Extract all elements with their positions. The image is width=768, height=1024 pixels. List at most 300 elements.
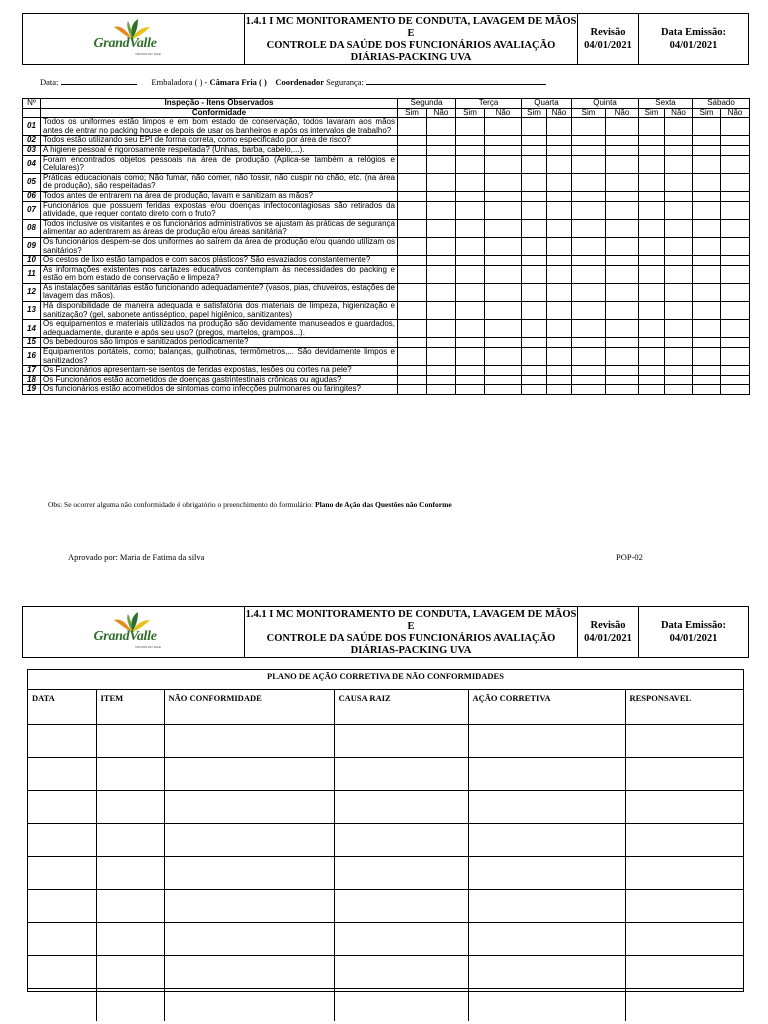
plan-cell[interactable] (468, 923, 625, 956)
nao-checkbox-cell[interactable] (427, 283, 456, 301)
nao-checkbox-cell[interactable] (485, 191, 522, 201)
sim-checkbox-cell[interactable] (693, 173, 721, 191)
sim-checkbox-cell[interactable] (398, 366, 427, 376)
sim-checkbox-cell[interactable] (398, 348, 427, 366)
sim-checkbox-cell[interactable] (456, 385, 485, 395)
sim-checkbox-cell[interactable] (639, 136, 665, 146)
sim-checkbox-cell[interactable] (456, 265, 485, 283)
sim-checkbox-cell[interactable] (572, 118, 606, 136)
sim-checkbox-cell[interactable] (572, 256, 606, 266)
sim-checkbox-cell[interactable] (522, 256, 547, 266)
sim-checkbox-cell[interactable] (572, 348, 606, 366)
sim-checkbox-cell[interactable] (572, 136, 606, 146)
plan-cell[interactable] (28, 758, 96, 791)
nao-checkbox-cell[interactable] (606, 283, 639, 301)
nao-checkbox-cell[interactable] (547, 283, 572, 301)
nao-checkbox-cell[interactable] (485, 265, 522, 283)
sim-checkbox-cell[interactable] (456, 320, 485, 338)
sim-checkbox-cell[interactable] (522, 385, 547, 395)
plan-cell[interactable] (468, 725, 625, 758)
sim-checkbox-cell[interactable] (693, 320, 721, 338)
sim-checkbox-cell[interactable] (522, 366, 547, 376)
plan-cell[interactable] (164, 989, 334, 1022)
plan-cell[interactable] (164, 956, 334, 989)
sim-checkbox-cell[interactable] (572, 366, 606, 376)
table-row (23, 302, 750, 320)
nao-checkbox-cell[interactable] (721, 118, 750, 136)
nao-checkbox-cell[interactable] (721, 348, 750, 366)
nao-checkbox-cell[interactable] (485, 201, 522, 219)
nao-checkbox-cell[interactable] (721, 237, 750, 255)
sim-checkbox-cell[interactable] (398, 283, 427, 301)
nao-checkbox-cell[interactable] (427, 118, 456, 136)
nao-checkbox-cell[interactable] (427, 366, 456, 376)
plan-cell[interactable] (334, 989, 468, 1022)
plan-cell[interactable] (96, 824, 164, 857)
info-line (40, 76, 546, 87)
nao-checkbox-cell[interactable] (606, 375, 639, 385)
row-number: 05 (23, 173, 41, 191)
nao-checkbox-cell[interactable] (665, 155, 693, 173)
plan-cell[interactable] (625, 791, 743, 824)
table-row (23, 145, 750, 155)
sim-checkbox-cell[interactable] (398, 320, 427, 338)
nao-checkbox-cell[interactable] (547, 256, 572, 266)
sim-checkbox-cell[interactable] (456, 375, 485, 385)
nao-checkbox-cell[interactable] (485, 348, 522, 366)
nao-checkbox-cell[interactable] (606, 366, 639, 376)
sim-checkbox-cell[interactable] (693, 338, 721, 348)
nao-checkbox-cell[interactable] (427, 256, 456, 266)
plan-cell[interactable] (625, 725, 743, 758)
nao-checkbox-cell[interactable] (606, 265, 639, 283)
sim-checkbox-cell[interactable] (693, 201, 721, 219)
sim-checkbox-cell[interactable] (572, 375, 606, 385)
sim-checkbox-cell[interactable] (456, 338, 485, 348)
sim-checkbox-cell[interactable] (522, 136, 547, 146)
nao-checkbox-cell[interactable] (665, 256, 693, 266)
sim-checkbox-cell[interactable] (693, 118, 721, 136)
nao-checkbox-cell[interactable] (606, 145, 639, 155)
nao-checkbox-cell[interactable] (665, 201, 693, 219)
sim-checkbox-cell[interactable] (456, 283, 485, 301)
nao-checkbox-cell[interactable] (485, 155, 522, 173)
sim-checkbox-cell[interactable] (639, 265, 665, 283)
sim-checkbox-cell[interactable] (572, 302, 606, 320)
nao-checkbox-cell[interactable] (665, 366, 693, 376)
nao-checkbox-cell[interactable] (665, 265, 693, 283)
plan-cell[interactable] (28, 857, 96, 890)
sim-checkbox-cell[interactable] (398, 338, 427, 348)
nao-checkbox-cell[interactable] (606, 385, 639, 395)
sim-checkbox-cell[interactable] (693, 348, 721, 366)
sim-checkbox-cell[interactable] (522, 338, 547, 348)
plan-cell[interactable] (28, 956, 96, 989)
nao-checkbox-cell[interactable] (427, 155, 456, 173)
plan-cell[interactable] (164, 890, 334, 923)
nao-checkbox-cell[interactable] (721, 385, 750, 395)
sim-checkbox-cell[interactable] (522, 118, 547, 136)
nao-checkbox-cell[interactable] (721, 155, 750, 173)
plan-cell[interactable] (96, 725, 164, 758)
nao-checkbox-cell[interactable] (547, 136, 572, 146)
nao-checkbox-cell[interactable] (606, 191, 639, 201)
nao-checkbox-cell[interactable] (485, 118, 522, 136)
nao-checkbox-cell[interactable] (485, 320, 522, 338)
nao-checkbox-cell[interactable] (665, 118, 693, 136)
nao-checkbox-cell[interactable] (427, 348, 456, 366)
sim-checkbox-cell[interactable] (639, 320, 665, 338)
nao-checkbox-cell[interactable] (485, 145, 522, 155)
nao-checkbox-cell[interactable] (721, 136, 750, 146)
plan-cell[interactable] (334, 956, 468, 989)
sim-checkbox-cell[interactable] (456, 191, 485, 201)
nao-checkbox-cell[interactable] (547, 237, 572, 255)
nao-checkbox-cell[interactable] (485, 256, 522, 266)
nao-checkbox-cell[interactable] (721, 173, 750, 191)
sim-checkbox-cell[interactable] (398, 385, 427, 395)
row-question: Os bebedouros são limpos e sanitizados periodicamente? (41, 338, 398, 348)
nao-checkbox-cell[interactable] (427, 338, 456, 348)
sim-checkbox-cell[interactable] (572, 201, 606, 219)
nao-checkbox-cell[interactable] (721, 283, 750, 301)
nao-checkbox-cell[interactable] (485, 366, 522, 376)
plan-cell[interactable] (625, 890, 743, 923)
sim-checkbox-cell[interactable] (572, 283, 606, 301)
nao-checkbox-cell[interactable] (606, 118, 639, 136)
sim-checkbox-cell[interactable] (693, 155, 721, 173)
nao-checkbox-cell[interactable] (427, 173, 456, 191)
nao-checkbox-cell[interactable] (547, 201, 572, 219)
sim-checkbox-cell[interactable] (639, 145, 665, 155)
sim-checkbox-cell[interactable] (398, 219, 427, 237)
plan-cell[interactable] (334, 824, 468, 857)
sim-checkbox-cell[interactable] (456, 256, 485, 266)
nao-checkbox-cell[interactable] (606, 302, 639, 320)
sim-checkbox-cell[interactable] (572, 265, 606, 283)
plan-row (28, 989, 743, 1022)
nao-checkbox-cell[interactable] (485, 375, 522, 385)
plan-cell[interactable] (625, 857, 743, 890)
sim-checkbox-cell[interactable] (693, 191, 721, 201)
nao-checkbox-cell[interactable] (606, 256, 639, 266)
plan-cell[interactable] (164, 824, 334, 857)
plan-cell[interactable] (96, 758, 164, 791)
sim-checkbox-cell[interactable] (572, 145, 606, 155)
plan-cell[interactable] (28, 923, 96, 956)
sim-checkbox-cell[interactable] (398, 375, 427, 385)
sim-checkbox-cell[interactable] (639, 173, 665, 191)
sim-checkbox-cell[interactable] (456, 348, 485, 366)
nao-checkbox-cell[interactable] (665, 173, 693, 191)
sim-checkbox-cell[interactable] (398, 256, 427, 266)
sim-checkbox-cell[interactable] (398, 302, 427, 320)
sim-checkbox-cell[interactable] (639, 237, 665, 255)
nao-checkbox-cell[interactable] (665, 191, 693, 201)
plan-cell[interactable] (28, 824, 96, 857)
sim-checkbox-cell[interactable] (572, 219, 606, 237)
nao-checkbox-cell[interactable] (721, 201, 750, 219)
nao-checkbox-cell[interactable] (427, 201, 456, 219)
plan-cell[interactable] (164, 791, 334, 824)
plan-cell[interactable] (334, 758, 468, 791)
nao-checkbox-cell[interactable] (485, 283, 522, 301)
sim-checkbox-cell[interactable] (639, 118, 665, 136)
sim-checkbox-cell[interactable] (693, 283, 721, 301)
nao-checkbox-cell[interactable] (665, 145, 693, 155)
nao-checkbox-cell[interactable] (427, 219, 456, 237)
plan-cell[interactable] (96, 791, 164, 824)
sim-checkbox-cell[interactable] (456, 237, 485, 255)
sim-checkbox-cell[interactable] (639, 256, 665, 266)
plan-cell[interactable] (96, 956, 164, 989)
nao-checkbox-cell[interactable] (721, 219, 750, 237)
nao-checkbox-cell[interactable] (485, 136, 522, 146)
sim-checkbox-cell[interactable] (639, 201, 665, 219)
sim-checkbox-cell[interactable] (456, 219, 485, 237)
nao-checkbox-cell[interactable] (485, 302, 522, 320)
nao-checkbox-cell[interactable] (427, 265, 456, 283)
sim-checkbox-cell[interactable] (693, 302, 721, 320)
plan-cell[interactable] (468, 989, 625, 1022)
nao-checkbox-cell[interactable] (547, 145, 572, 155)
plan-cell[interactable] (96, 890, 164, 923)
seguranca-field[interactable] (366, 76, 546, 85)
nao-checkbox-cell[interactable] (606, 155, 639, 173)
plan-cell[interactable] (164, 758, 334, 791)
nao-checkbox-cell[interactable] (721, 366, 750, 376)
plan-cell[interactable] (625, 923, 743, 956)
sim-checkbox-cell[interactable] (639, 366, 665, 376)
nao-checkbox-cell[interactable] (721, 375, 750, 385)
date-field[interactable] (61, 76, 137, 85)
sim-checkbox-cell[interactable] (693, 136, 721, 146)
sim-checkbox-cell[interactable] (639, 219, 665, 237)
nao-checkbox-cell[interactable] (606, 136, 639, 146)
nao-checkbox-cell[interactable] (427, 302, 456, 320)
nao-checkbox-cell[interactable] (547, 265, 572, 283)
nao-checkbox-cell[interactable] (665, 385, 693, 395)
nao-checkbox-cell[interactable] (721, 191, 750, 201)
sim-checkbox-cell[interactable] (456, 366, 485, 376)
sim-checkbox-cell[interactable] (522, 219, 547, 237)
nao-checkbox-cell[interactable] (665, 338, 693, 348)
table-row (23, 256, 750, 266)
sim-checkbox-cell[interactable] (398, 136, 427, 146)
plan-cell[interactable] (96, 923, 164, 956)
sim-checkbox-cell[interactable] (639, 191, 665, 201)
sim-checkbox-cell[interactable] (572, 191, 606, 201)
nao-checkbox-cell[interactable] (485, 338, 522, 348)
nao-checkbox-cell[interactable] (665, 136, 693, 146)
sim-checkbox-cell[interactable] (456, 302, 485, 320)
nao-checkbox-cell[interactable] (547, 191, 572, 201)
plan-cell[interactable] (334, 791, 468, 824)
plan-cell[interactable] (334, 725, 468, 758)
nao-checkbox-cell[interactable] (606, 219, 639, 237)
plan-cell[interactable] (468, 890, 625, 923)
nao-checkbox-cell[interactable] (606, 338, 639, 348)
sim-checkbox-cell[interactable] (522, 191, 547, 201)
sim-checkbox-cell[interactable] (522, 320, 547, 338)
nao-checkbox-cell[interactable] (606, 320, 639, 338)
sim-checkbox-cell[interactable] (456, 136, 485, 146)
sim-checkbox-cell[interactable] (639, 338, 665, 348)
plan-cell[interactable] (28, 989, 96, 1022)
row-question: Há disponibilidade de maneira adequada e satisfatória dos materiais de limpeza, higienização e sanitização? (gel, sabonete antisséptico, papel higiênico, sanitizantes) (41, 302, 398, 320)
plan-cell[interactable] (164, 857, 334, 890)
nao-checkbox-cell[interactable] (547, 173, 572, 191)
sim-checkbox-cell[interactable] (639, 375, 665, 385)
sim-checkbox-cell[interactable] (398, 237, 427, 255)
nao-checkbox-cell[interactable] (427, 237, 456, 255)
plan-cell[interactable] (96, 857, 164, 890)
sim-checkbox-cell[interactable] (522, 348, 547, 366)
nao-checkbox-cell[interactable] (665, 320, 693, 338)
sim-checkbox-cell[interactable] (639, 302, 665, 320)
plan-cell[interactable] (164, 725, 334, 758)
plan-cell[interactable] (334, 890, 468, 923)
row-question: Os Funcionários estão acometidos de doenças gastrintestinais crônicas ou agudas? (41, 375, 398, 385)
sim-checkbox-cell[interactable] (522, 283, 547, 301)
sim-checkbox-cell[interactable] (572, 338, 606, 348)
sim-checkbox-cell[interactable] (693, 385, 721, 395)
plan-cell[interactable] (96, 989, 164, 1022)
sim-checkbox-cell[interactable] (693, 145, 721, 155)
sim-checkbox-cell[interactable] (572, 237, 606, 255)
plan-cell[interactable] (164, 923, 334, 956)
sim-checkbox-cell[interactable] (693, 366, 721, 376)
sim-checkbox-cell[interactable] (572, 173, 606, 191)
sim-checkbox-cell[interactable] (522, 375, 547, 385)
nao-checkbox-cell[interactable] (547, 155, 572, 173)
sim-checkbox-cell[interactable] (572, 385, 606, 395)
nao-checkbox-cell[interactable] (665, 348, 693, 366)
nao-checkbox-cell[interactable] (721, 302, 750, 320)
plan-cell[interactable] (625, 956, 743, 989)
seguranca-label: Segurança: (326, 77, 364, 87)
nao-checkbox-cell[interactable] (427, 136, 456, 146)
nao-checkbox-cell[interactable] (427, 145, 456, 155)
plan-cell[interactable] (625, 824, 743, 857)
sim-checkbox-cell[interactable] (522, 173, 547, 191)
plan-title: PLANO DE AÇÃO CORRETIVA DE NÃO CONFORMIDADES (28, 670, 743, 690)
plan-cell[interactable] (334, 857, 468, 890)
plan-cell[interactable] (468, 758, 625, 791)
sim-checkbox-cell[interactable] (456, 118, 485, 136)
nao-checkbox-cell[interactable] (485, 173, 522, 191)
sim-checkbox-cell[interactable] (522, 237, 547, 255)
day-header: Segunda (398, 99, 456, 109)
sim-checkbox-cell[interactable] (398, 145, 427, 155)
sim-checkbox-cell[interactable] (522, 265, 547, 283)
nao-checkbox-cell[interactable] (547, 320, 572, 338)
nao-checkbox-cell[interactable] (721, 265, 750, 283)
sim-checkbox-cell[interactable] (693, 265, 721, 283)
sim-checkbox-cell[interactable] (693, 237, 721, 255)
emission-value: 04/01/2021 (669, 633, 718, 644)
nao-checkbox-cell[interactable] (427, 191, 456, 201)
nao-checkbox-cell[interactable] (721, 145, 750, 155)
nao-checkbox-cell[interactable] (547, 375, 572, 385)
nao-checkbox-cell[interactable] (547, 302, 572, 320)
nao-checkbox-cell[interactable] (547, 219, 572, 237)
sim-checkbox-cell[interactable] (522, 145, 547, 155)
sim-checkbox-cell[interactable] (398, 201, 427, 219)
nao-checkbox-cell[interactable] (427, 385, 456, 395)
plan-cell[interactable] (625, 758, 743, 791)
sim-checkbox-cell[interactable] (456, 155, 485, 173)
plan-cell[interactable] (468, 824, 625, 857)
plan-cell[interactable] (334, 923, 468, 956)
sim-checkbox-cell[interactable] (693, 375, 721, 385)
sim-checkbox-cell[interactable] (522, 302, 547, 320)
plan-cell[interactable] (625, 989, 743, 1022)
sim-checkbox-cell[interactable] (572, 320, 606, 338)
sim-checkbox-cell[interactable] (639, 155, 665, 173)
nao-checkbox-cell[interactable] (665, 237, 693, 255)
plan-cell[interactable] (468, 956, 625, 989)
nao-checkbox-cell[interactable] (665, 375, 693, 385)
plan-cell[interactable] (28, 890, 96, 923)
nao-checkbox-cell[interactable] (606, 173, 639, 191)
nao-checkbox-cell[interactable] (665, 283, 693, 301)
embaladora-label[interactable]: Embaladora ( ) - (151, 77, 208, 87)
sim-checkbox-cell[interactable] (398, 191, 427, 201)
nao-checkbox-cell[interactable] (547, 118, 572, 136)
sim-checkbox-cell[interactable] (572, 155, 606, 173)
nao-checkbox-cell[interactable] (665, 302, 693, 320)
nao-checkbox-cell[interactable] (606, 201, 639, 219)
observation-note (48, 500, 452, 509)
sim-checkbox-cell[interactable] (398, 155, 427, 173)
nao-checkbox-cell[interactable] (485, 237, 522, 255)
sim-checkbox-cell[interactable] (522, 201, 547, 219)
camara-fria-label[interactable]: Câmara Fria ( ) (209, 77, 267, 87)
sim-checkbox-cell[interactable] (639, 385, 665, 395)
nao-checkbox-cell[interactable] (721, 338, 750, 348)
plan-cell[interactable] (28, 725, 96, 758)
nao-checkbox-cell[interactable] (547, 385, 572, 395)
sim-checkbox-cell[interactable] (456, 145, 485, 155)
sim-checkbox-cell[interactable] (639, 283, 665, 301)
sim-checkbox-cell[interactable] (693, 256, 721, 266)
sim-checkbox-cell[interactable] (456, 201, 485, 219)
sim-checkbox-cell[interactable] (398, 265, 427, 283)
nao-checkbox-cell[interactable] (606, 237, 639, 255)
nao-checkbox-cell[interactable] (485, 385, 522, 395)
sim-checkbox-cell[interactable] (693, 219, 721, 237)
nao-checkbox-cell[interactable] (606, 348, 639, 366)
nao-checkbox-cell[interactable] (547, 366, 572, 376)
nao-checkbox-cell[interactable] (665, 219, 693, 237)
nao-checkbox-cell[interactable] (721, 320, 750, 338)
nao-checkbox-cell[interactable] (547, 348, 572, 366)
nao-checkbox-cell[interactable] (547, 338, 572, 348)
sim-checkbox-cell[interactable] (398, 118, 427, 136)
nao-checkbox-cell[interactable] (427, 320, 456, 338)
plan-cell[interactable] (28, 791, 96, 824)
sim-checkbox-cell[interactable] (639, 348, 665, 366)
nao-checkbox-cell[interactable] (721, 256, 750, 266)
sim-checkbox-cell[interactable] (522, 155, 547, 173)
plan-cell[interactable] (468, 791, 625, 824)
nao-checkbox-cell[interactable] (427, 375, 456, 385)
plan-cell[interactable] (468, 857, 625, 890)
sim-checkbox-cell[interactable] (456, 173, 485, 191)
nao-checkbox-cell[interactable] (485, 219, 522, 237)
sim-checkbox-cell[interactable] (398, 173, 427, 191)
